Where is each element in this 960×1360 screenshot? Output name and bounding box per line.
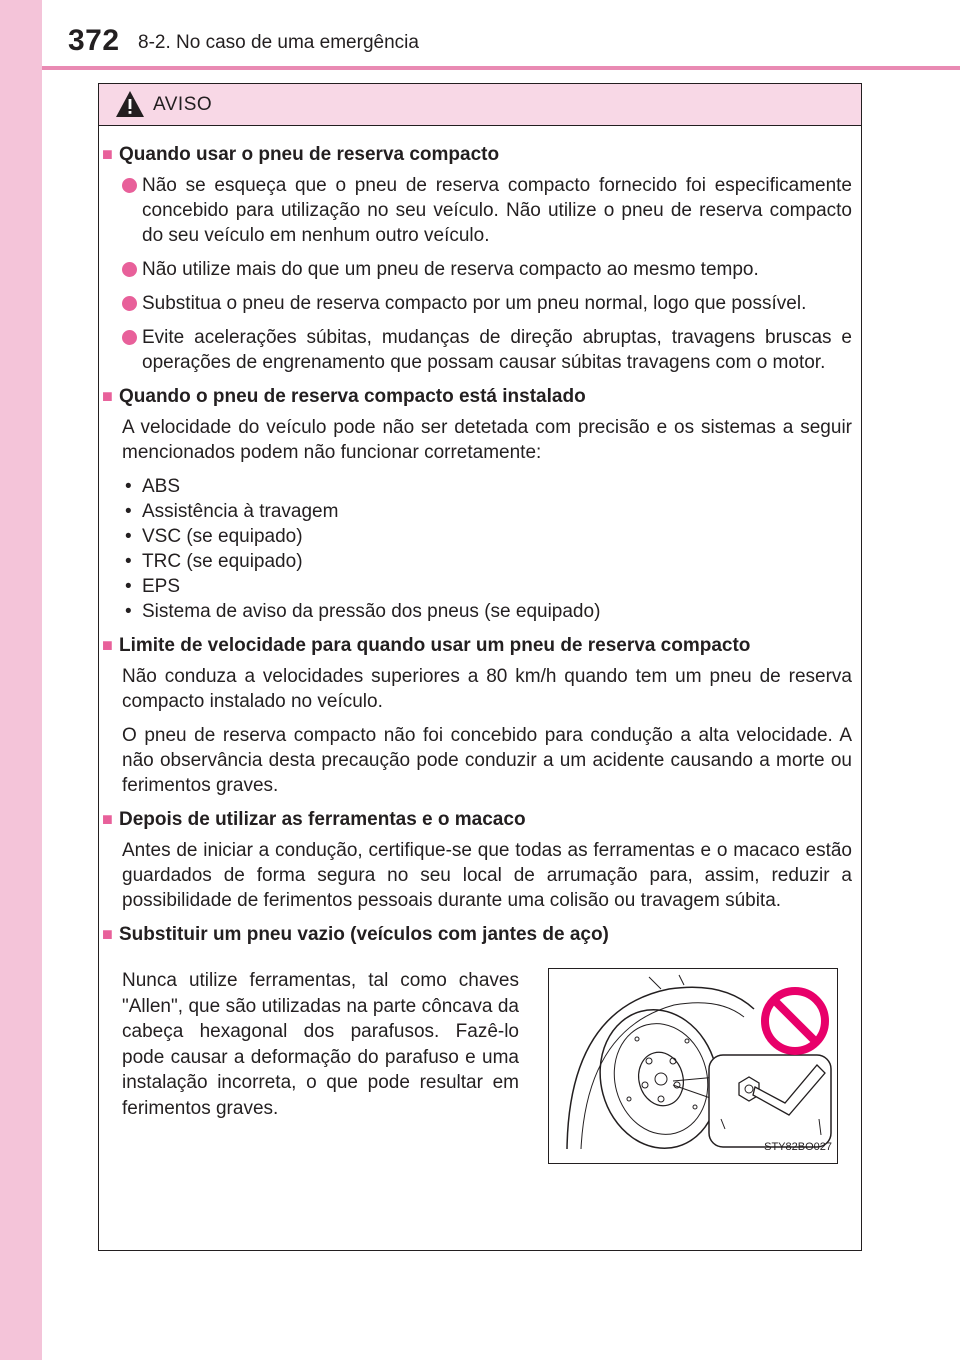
list-item: • VSC (se equipado) — [125, 526, 303, 547]
section-paragraph: A velocidade do veículo pode não ser detetada com precisão e os sistemas a seguir mencionados podem não funcionar corretamente: — [122, 417, 852, 463]
section-title: 8-2. No caso de uma emergência — [138, 32, 419, 53]
warning-box — [98, 83, 862, 1251]
list-item: • EPS — [125, 576, 181, 597]
bullet-item: Substitua o pneu de reserva compacto por um pneu normal, logo que possível. — [122, 291, 852, 316]
section-heading: ■ Quando o pneu de reserva compacto está instalado — [102, 386, 586, 407]
section-paragraph: Não conduza a velocidades superiores a 80 km/h quando tem um pneu de reserva compacto instalado no veículo. — [122, 666, 852, 712]
warning-title: AVISO — [153, 94, 213, 115]
section-paragraph: Antes de iniciar a condução, certifique-se que todas as ferramentas e o macaco estão guardados de forma segura no seu local de arrumação para, assim, reduzir a possibilidade de ferimentos pessoais durante uma colisão ou travagem súbita. — [122, 840, 852, 911]
section-paragraph: O pneu de reserva compacto não foi concebido para condução a alta velocidade. A não observância desta precaução pode conduzir a um acidente causando a morte ou ferimentos graves. — [122, 725, 852, 796]
list-item: • Sistema de aviso da pressão dos pneus (se equipado) — [125, 601, 601, 622]
page-header — [0, 0, 960, 66]
wheel-allen-key-drawing — [549, 969, 837, 1163]
list-item: • TRC (se equipado) — [125, 551, 303, 572]
warning-header — [99, 84, 861, 126]
bullet-item: Evite acelerações súbitas, mudanças de direção abruptas, travagens bruscas e operações de engrenamento que possam causar súbitas travagens com o motor. — [122, 325, 852, 375]
systems-list — [122, 474, 852, 624]
section-heading: ■ Substituir um pneu vazio (veículos com jantes de aço) — [102, 924, 609, 945]
section-heading: ■ Limite de velocidade para quando usar um pneu de reserva compacto — [102, 635, 751, 656]
section-heading: ■ Depois de utilizar as ferramentas e o macaco — [102, 809, 526, 830]
warning-triangle-icon — [115, 90, 145, 118]
list-item: • ABS — [125, 476, 181, 497]
bullet-item: Não utilize mais do que um pneu de reserva compacto ao mesmo tempo. — [122, 257, 852, 282]
bullet-item: Não se esqueça que o pneu de reserva compacto fornecido foi especificamente concebido para utilização no seu veículo. Não utilize o pneu de reserva compacto do seu veículo em nenhum outro veículo. — [122, 173, 852, 248]
wheel-illustration — [548, 968, 838, 1164]
page-sidebar-tab — [0, 0, 42, 1360]
list-item: • Assistência à travagem — [125, 501, 339, 522]
header-rule — [42, 66, 960, 70]
figure-code: STY82BO027 — [764, 1141, 832, 1153]
section-heading: ■ Quando usar o pneu de reserva compacto — [102, 144, 500, 165]
warning-content — [99, 142, 860, 1183]
last-section — [102, 953, 852, 1183]
section-paragraph: Nunca utilize ferramentas, tal como chaves "Allen", que são utilizadas na parte côncava da cabeça hexagonal dos parafusos. Fazê-lo pode causar a deformação do parafuso e uma instalação incorreta, o que pode resultar em ferimentos graves. — [122, 970, 519, 1119]
page-number: 372 — [68, 24, 120, 57]
